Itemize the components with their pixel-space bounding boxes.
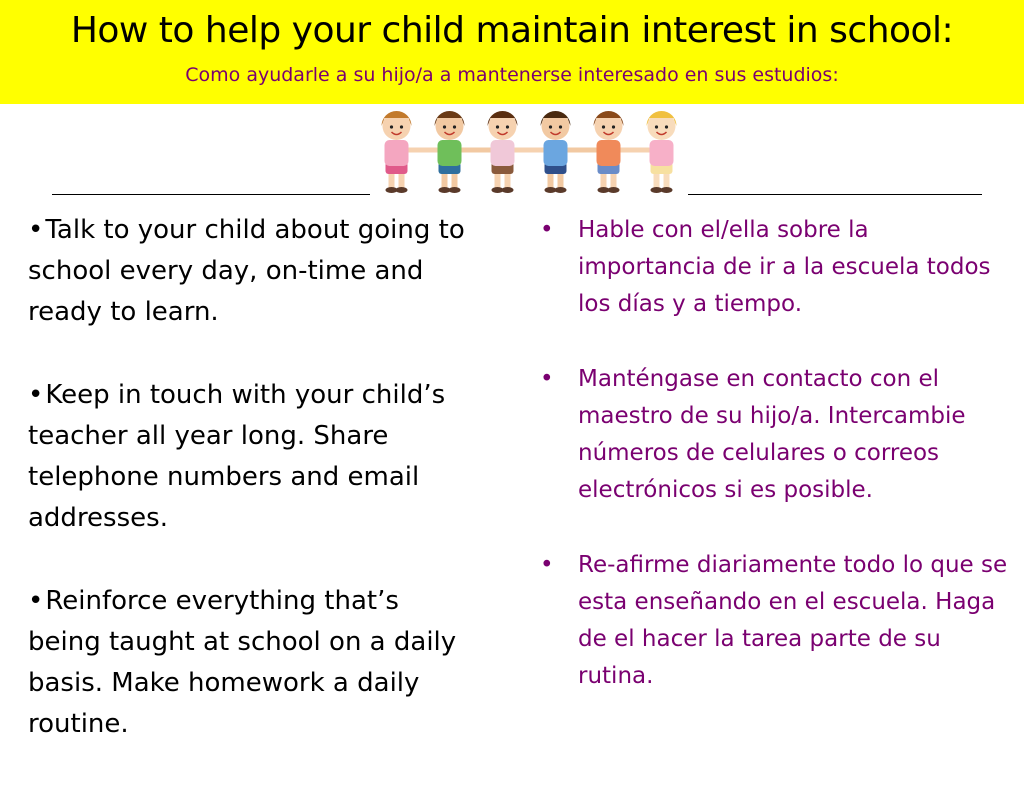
child-eye <box>496 125 499 128</box>
child-shirt <box>438 140 462 166</box>
bullet-icon: • <box>540 217 554 243</box>
child-eye <box>453 125 456 128</box>
title-banner <box>0 0 1024 104</box>
bullet-icon: • <box>28 586 44 616</box>
spanish-tip-text: Hable con el/ella sobre la importancia de ir a la escuela todos los días y a tiempo. <box>578 217 991 317</box>
spanish-tip-text: Manténgase en contacto con el maestro de su hijo/a. Intercambie números de celulares o correos electrónicos si es posible. <box>578 366 966 503</box>
spanish-tip <box>540 212 1010 323</box>
child-eye <box>559 125 562 128</box>
child-eye <box>655 125 658 128</box>
child-eye <box>400 125 403 128</box>
page-title: How to help your child maintain interest in school: <box>70 10 954 51</box>
children-illustration <box>370 104 688 196</box>
english-tip <box>28 375 468 539</box>
child-shirt <box>491 140 515 166</box>
english-tip <box>28 581 468 745</box>
bullet-icon: • <box>28 215 44 245</box>
english-tip-text: Keep in touch with your child’s teacher all year long. Share telephone numbers and email addresses. <box>28 380 446 533</box>
child-eye <box>390 125 393 128</box>
child-eye <box>602 125 605 128</box>
child-shoe <box>502 187 514 193</box>
spanish-tips-list <box>540 212 1010 733</box>
child-shirt <box>650 140 674 166</box>
spanish-tip <box>540 547 1010 695</box>
bullet-icon: • <box>28 380 44 410</box>
child-shoe <box>555 187 567 193</box>
english-tip <box>28 210 468 333</box>
english-tip-text: Talk to your child about going to school every day, on-time and ready to learn. <box>28 215 465 327</box>
bullet-icon: • <box>540 552 554 578</box>
child-eye <box>665 125 668 128</box>
child-shirt <box>385 140 409 166</box>
child-shirt <box>544 140 568 166</box>
spanish-tip <box>540 361 1010 509</box>
page-subtitle: Como ayudarle a su hijo/a a mantenerse interesado en sus estudios: <box>185 64 839 86</box>
child-shirt <box>597 140 621 166</box>
children-holding-hands-image <box>370 104 688 196</box>
child-eye <box>443 125 446 128</box>
child-eye <box>549 125 552 128</box>
bullet-icon: • <box>540 366 554 392</box>
child-shoe <box>608 187 620 193</box>
child-shoe <box>396 187 408 193</box>
child-eye <box>612 125 615 128</box>
child-shoe <box>449 187 461 193</box>
child-eye <box>506 125 509 128</box>
child-shoe <box>661 187 673 193</box>
english-tip-text: Reinforce everything that’s being taught at school on a daily basis. Make homework a daily routine. <box>28 586 457 739</box>
english-tips-list <box>28 210 468 787</box>
spanish-tip-text: Re-afirme diariamente todo lo que se esta enseñando en el escuela. Haga de el hacer la tarea parte de su rutina. <box>578 552 1008 689</box>
